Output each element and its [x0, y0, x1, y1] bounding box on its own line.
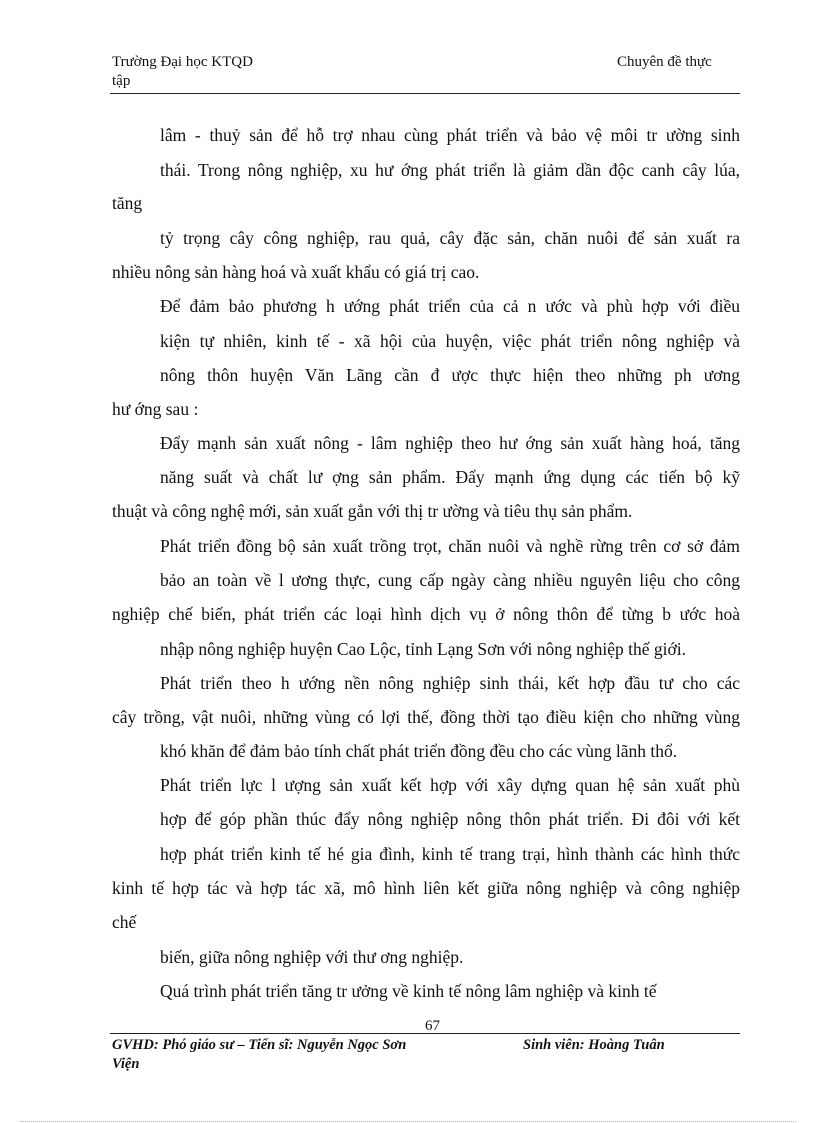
body-line: Đẩy mạnh sản xuất nông - lâm nghiệp theo hư ớng sản xuất hàng hoá, tăng	[160, 433, 740, 453]
body-line: chế	[112, 912, 137, 932]
body-line: thuật và công nghệ mới, sản xuất gắn với thị tr ường và tiêu thụ sản phẩm.	[112, 501, 633, 521]
body-line: Quá trình phát triển tăng tr ưởng về kinh tế nông lâm nghiệp và kinh tế	[160, 981, 657, 1001]
header-document-type: Chuyên đề thực	[617, 54, 712, 70]
body-line: khó khăn để đảm bảo tính chất phát triển đồng đều cho các vùng lãnh thổ.	[160, 741, 678, 761]
body-line: bảo an toàn về l ương thực, cung cấp ngày càng nhiều nguyên liệu cho công	[160, 570, 740, 590]
body-line: Phát triển theo h ướng nền nông nghiệp sinh thái, kết hợp đầu tư cho các	[160, 673, 740, 693]
header-school-name	[112, 53, 253, 91]
page-number: 67	[425, 1018, 440, 1034]
body-line: Phát triển lực l ượng sản xuất kết hợp với xây dựng quan hệ sản xuất phù	[160, 775, 740, 795]
footer-student: Sinh viên: Hoàng Tuân	[523, 1037, 665, 1053]
footer-advisor-line-2: Viện	[112, 1056, 140, 1072]
body-line: hư ớng sau :	[112, 399, 199, 419]
footer-divider	[110, 1033, 740, 1034]
body-line: hợp để góp phần thúc đẩy nông nghiệp nông thôn phát triển. Đi đôi với kết	[160, 809, 740, 829]
body-line: nhập nông nghiệp huyện Cao Lộc, tỉnh Lạng Sơn với nông nghiệp thế giới.	[160, 639, 686, 659]
header-divider	[110, 93, 740, 94]
body-line: lâm - thuỷ sản để hỗ trợ nhau cùng phát triển và bảo vệ môi tr ường sinh	[160, 125, 740, 145]
body-line: thái. Trong nông nghiệp, xu hư ớng phát triển là giảm dần độc canh cây lúa,	[160, 160, 740, 180]
body-line: cây trồng, vật nuôi, những vùng có lợi thế, đồng thời tạo điều kiện cho những vùng	[112, 707, 740, 727]
body-line: tăng	[112, 193, 143, 213]
body-line: nghiệp chế biến, phát triển các loại hình dịch vụ ở nông thôn để từng b ước hoà	[112, 604, 740, 624]
footer-advisor	[112, 1036, 406, 1074]
page-bottom-dotted-rule	[20, 1121, 796, 1122]
header-school-line-2: tập	[112, 73, 131, 89]
body-line: tỷ trọng cây công nghiệp, rau quả, cây đặc sản, chăn nuôi để sản xuất ra	[160, 228, 740, 248]
footer-advisor-line-1: GVHD: Phó giáo sư – Tiến sĩ: Nguyễn Ngọc Sơn	[112, 1037, 407, 1053]
body-line: hợp phát triển kinh tế hé gia đình, kinh tế trang trại, hình thành các hình thức	[160, 844, 740, 864]
body-line: biến, giữa nông nghiệp với thư ơng nghiệp.	[160, 947, 464, 967]
body-line: nhiều nông sản hàng hoá và xuất khẩu có giá trị cao.	[112, 262, 480, 282]
body-line: kiện tự nhiên, kinh tế - xã hội của huyện, việc phát triển nông nghiệp và	[160, 331, 740, 351]
body-line: nông thôn huyện Văn Lãng cần đ ược thực hiện theo những ph ương	[160, 365, 740, 385]
body-line: Để đảm bảo phương h ướng phát triển của cả n ước và phù hợp với điều	[160, 296, 740, 316]
body-line: kinh tế hợp tác và hợp tác xã, mô hình liên kết giữa nông nghiệp và công nghiệp	[112, 878, 740, 898]
body-line: năng suất và chất lư ợng sản phẩm. Đẩy mạnh ứng dụng các tiến bộ kỹ	[160, 467, 740, 487]
header-school-line-1: Trường Đại học KTQD	[112, 54, 253, 70]
body-line: Phát triển đồng bộ sản xuất trồng trọt, chăn nuôi và nghề rừng trên cơ sở đảm	[160, 536, 740, 556]
